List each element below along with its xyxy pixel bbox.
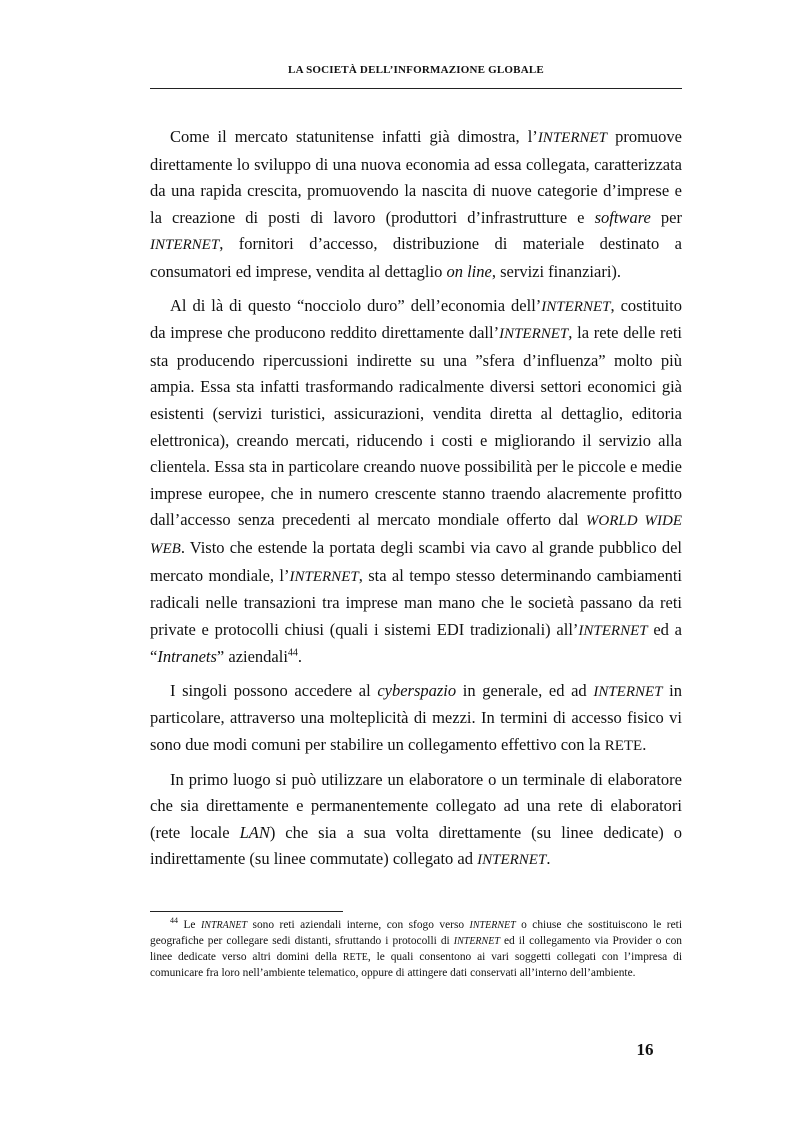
header-rule <box>150 88 682 89</box>
body-text <box>150 124 682 881</box>
paragraph-4: In primo luogo si può utilizzare un elaboratore o un terminale di elaboratore che sia direttamente e permanentemente collegato ad una rete di elaboratori (rete locale LAN) che sia a sua volta direttamente (su linee dedicate) o indirettamente (su linee commutate) collegato ad INTERNET. <box>150 769 682 869</box>
running-header: LA SOCIETÀ DELL’INFORMAZIONE GLOBALE <box>288 64 544 76</box>
footnote-number: 44 <box>170 916 178 926</box>
footnote-44: $^{44}$ Le INTRANET sono reti aziendali interne, con sfogo verso INTERNET o chiuse che sostituiscono le reti geografiche per collegare sedi distanti, sfruttando i protocolli di INTERNET ed il collegamento via Provider o con linee dedicate verso altri domini della RETE, le quali consentono ai vari soggetti collegati con l’impresa di comunicare fra loro nell’ambiente telematico, oppure di attingere dati conservati all’interno dell’ambiente. <box>150 916 682 979</box>
footnote-reference: 44 <box>287 647 298 659</box>
paragraph-1: Come il mercato statunitense infatti già dimostra, l’INTERNET promuove direttamente lo sviluppo di una nuova economia ad essa collegata, caratterizzata da una rapida crescita, promuovendo la nascita di nuove categorie d’imprese e la creazione di posti di lavoro (produttori d’infrastrutture e software per INTERNET, fornitori d’accesso, distribuzione di materiale destinato a consumatori ed imprese, vendita al dettaglio on line, servizi finanziari). <box>150 127 682 281</box>
paragraph-2: Al di là di questo “nocciolo duro” dell’economia dell’INTERNET, costituito da imprese che producono reddito direttamente dall’INTERNET, la rete delle reti sta producendo ripercussioni indirette su una ”sfera d’influenza” molto più ampia. Essa sta infatti trasformando radicalmente diversi settori economici già esistenti (servizi turistici, assicurazioni, vendita diretta al dettaglio, editoria elettronica), creando mercati, riducendo i costi e migliorando il servizio alla clientela. Essa sta in particolare creando nuove possibilità per le piccole e medie imprese europee, che in numero crescente stanno traendo alacremente profitto dall’accesso senza precedenti al mercato mondiale offerto dal WORLD WIDE WEB. Visto che estende la portata degli scambi via cavo al grande pubblico del mercato mondiale, l’INTERNET, sta al tempo stesso determinando cambiamenti radicali nelle transazioni tra imprese man mano che le società passano da reti private e protocolli chiusi (quali i sistemi EDI tradizionali) all’INTERNET ed a “Intranets” aziendali$^{44}$. <box>150 295 683 667</box>
footnote-rule <box>150 911 343 912</box>
page-number: 16 <box>636 1040 654 1059</box>
paragraph-3: I singoli possono accedere al cyberspazio in generale, ed ad INTERNET in particolare, attraverso una molteplicità di mezzi. In termini di accesso fisico vi sono due modi comuni per stabilire un collegamento effettivo con la RETE. <box>150 680 682 755</box>
